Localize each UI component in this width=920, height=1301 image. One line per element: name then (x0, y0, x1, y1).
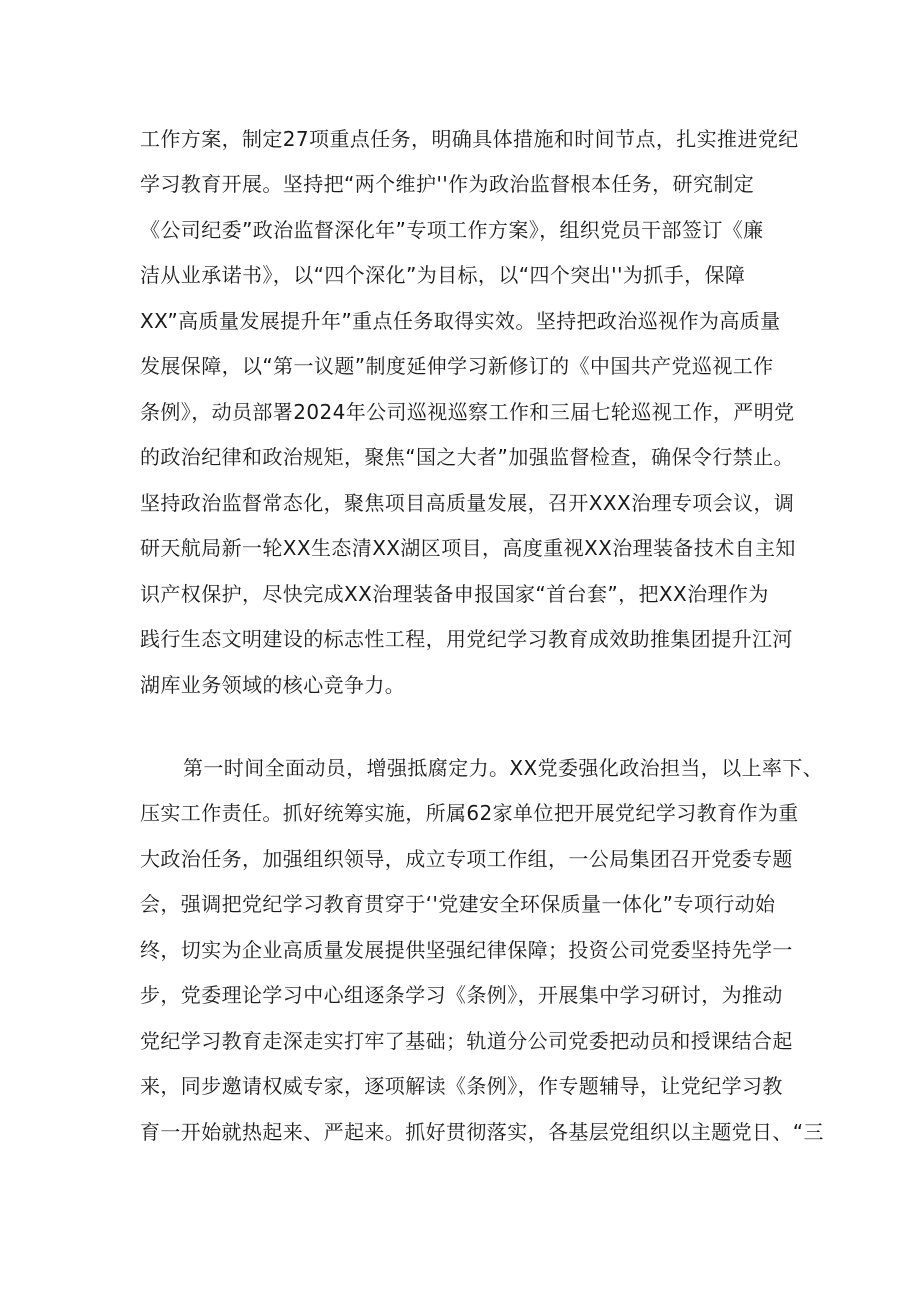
text-line: XX”高质量发展提升年”重点任务取得实效。坚持把政治巡视作为高质量 (140, 309, 781, 333)
text-line: 终，切实为企业高质量发展提供坚强纪律保障；投资公司党委坚持先学一 (140, 938, 793, 962)
text-line: 坚持政治监督常态化，聚焦项目高质量发展，召开XXX治理专项会议，调 (140, 491, 795, 515)
text-line: 工作方案，制定27项重点任务，明确具体措施和时间节点，扎实推进党纪 (140, 127, 799, 151)
text-line: 会，强调把党纪学习教育贯穿于‘'党建安全环保质量一体化”专项行动始 (140, 892, 776, 916)
text-line: 来，同步邀请权威专家，逐项解读《条例》，作专题辅导，让党纪学习教 (140, 1074, 783, 1098)
text-line: 发展保障，以“第一议题”制度延伸学习新修订的《中国共产党巡视工作 (140, 354, 774, 378)
text-line: 条例》，动员部署2024年公司巡视巡察工作和三届七轮巡视工作，严明党 (140, 400, 795, 424)
text-line: 洁从业承诺书》，以“四个深化”为目标，以“四个突出''为抓手，保障 (140, 263, 746, 287)
text-line: 《公司纪委”政治监督深化年”专项工作方案》，组织党员干部签订《廉 (140, 218, 764, 242)
text-line: 研天航局新一轮XX生态清XX湖区项目，高度重视XX治理装备技术自主知 (140, 536, 796, 560)
text-line: 党纪学习教育走深走实打牢了基础；轨道分公司党委把动员和授课结合起 (140, 1029, 793, 1053)
text-line: 湖库业务领域的核心竞争力。 (140, 673, 406, 697)
text-line: 大政治任务，加强组织领导，成立专项工作组，一公局集团召开党委专题 (140, 847, 793, 871)
text-line: 步，党委理论学习中心组逐条学习《条例》，开展集中学习研讨，为推动 (140, 983, 783, 1007)
text-line: 第一时间全面动员，增强抵腐定力。XX党委强化政治担当，以上率下、 (183, 756, 824, 780)
text-line: 育一开始就热起来、严起来。抓好贯彻落实，各基层党组织以主题党日、“三 (140, 1120, 824, 1144)
text-line: 的政治纪律和政治规矩，聚焦“国之大者”加强监督检查，确保令行禁止。 (140, 445, 794, 469)
text-line: 践行生态文明建设的标志性工程，用党纪学习教育成效助推集团提升江河 (140, 627, 793, 651)
text-line: 压实工作责任。抓好统筹实施，所属62家单位把开展党纪学习教育作为重 (140, 801, 799, 825)
text-line: 识产权保护，尽快完成XX治理装备申报国家“首台套”，把XX治理作为 (140, 582, 769, 606)
text-line: 学习教育开展。坚持把“两个维护''作为政治监督根本任务，研究制定 (140, 172, 755, 196)
